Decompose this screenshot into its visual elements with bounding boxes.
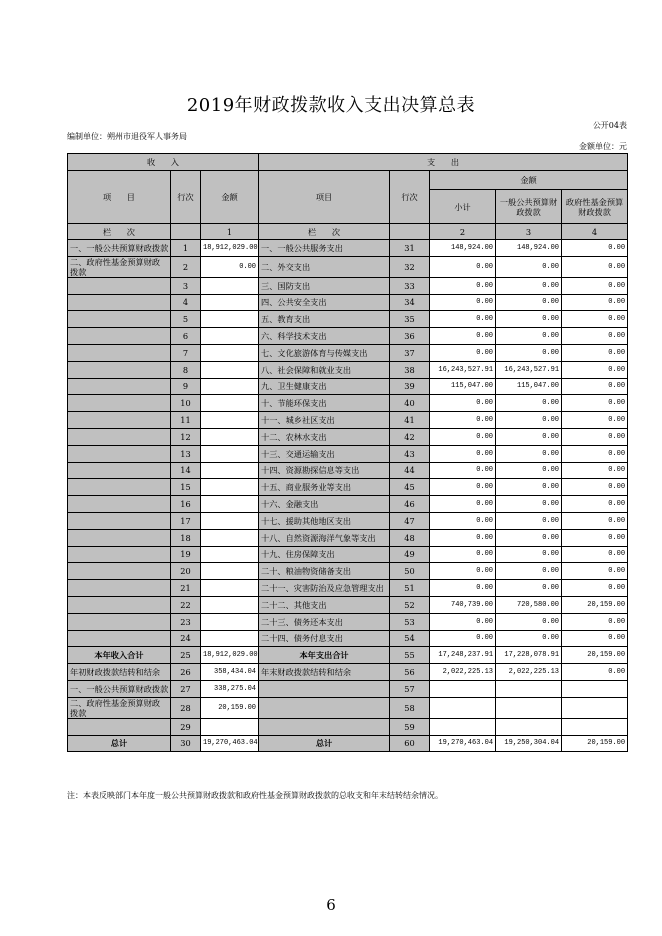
expense-subtotal-cell: 0.00 (430, 256, 496, 277)
expense-subtotal-cell: 0.00 (430, 311, 496, 328)
expense-line-cell: 39 (390, 378, 430, 395)
index-gov-fund: 4 (562, 224, 628, 240)
expense-gov-fund-cell: 20,159.00 (562, 735, 628, 752)
expense-subtotal-cell: 0.00 (430, 395, 496, 412)
income-item-cell (68, 428, 171, 445)
expense-item-cell (259, 680, 390, 697)
expense-line-cell: 46 (390, 496, 430, 513)
expense-line-cell: 35 (390, 311, 430, 328)
income-line-cell: 15 (171, 479, 201, 496)
expense-general-budget-cell: 0.00 (496, 277, 562, 294)
expense-line-cell: 52 (390, 596, 430, 613)
income-line-cell: 27 (171, 680, 201, 697)
expense-gov-fund-cell: 0.00 (562, 428, 628, 445)
income-item-cell (68, 462, 171, 479)
expense-gov-fund-cell: 0.00 (562, 664, 628, 681)
income-line-cell: 7 (171, 344, 201, 361)
table-row (68, 240, 628, 257)
expense-subtotal-cell: 16,243,527.91 (430, 361, 496, 378)
expense-gov-fund-cell: 0.00 (562, 630, 628, 647)
expense-general-budget-cell: 0.00 (496, 311, 562, 328)
expense-gov-fund-cell: 0.00 (562, 361, 628, 378)
expense-gov-fund-cell: 0.00 (562, 512, 628, 529)
income-item-cell (68, 613, 171, 630)
table-row (68, 580, 628, 597)
index-label-income: 栏 次 (68, 224, 171, 240)
income-line-cell: 10 (171, 395, 201, 412)
expense-line-cell: 43 (390, 445, 430, 462)
income-item-cell (68, 718, 171, 735)
income-item-cell: 一、一般公共预算财政拨款 (68, 680, 171, 697)
expense-gov-fund-cell: 0.00 (562, 546, 628, 563)
expense-gov-fund-cell: 0.00 (562, 256, 628, 277)
table-row (68, 680, 628, 697)
income-item-cell (68, 378, 171, 395)
expense-general-budget-cell: 0.00 (496, 479, 562, 496)
income-amount-cell: 19,270,463.04 (201, 735, 259, 752)
expense-item-cell: 二十四、债务付息支出 (259, 630, 390, 647)
expense-line-cell: 40 (390, 395, 430, 412)
expense-item-cell: 十一、城乡社区支出 (259, 412, 390, 429)
expense-item-cell: 十八、自然资源海洋气象等支出 (259, 529, 390, 546)
income-line-cell: 20 (171, 563, 201, 580)
expense-subtotal-cell: 0.00 (430, 529, 496, 546)
header-row-index (68, 224, 628, 240)
expense-item-cell: 六、科学技术支出 (259, 328, 390, 345)
expense-subtotal-cell: 0.00 (430, 563, 496, 580)
index-subtotal: 2 (430, 224, 496, 240)
table-row (68, 294, 628, 311)
income-line-cell: 22 (171, 596, 201, 613)
expense-gov-fund-cell: 0.00 (562, 580, 628, 597)
table-row (68, 630, 628, 647)
table-row (68, 596, 628, 613)
expense-general-budget-cell: 0.00 (496, 580, 562, 597)
income-amount-cell (201, 496, 259, 513)
expense-gov-fund-cell: 0.00 (562, 445, 628, 462)
expense-line-cell: 33 (390, 277, 430, 294)
income-amount-cell (201, 580, 259, 597)
income-item-cell (68, 546, 171, 563)
expense-subtotal-cell: 17,248,237.91 (430, 647, 496, 664)
table-row (68, 277, 628, 294)
income-line-cell: 26 (171, 664, 201, 681)
expense-gov-fund-cell: 0.00 (562, 395, 628, 412)
income-amount-cell: 18,912,029.00 (201, 647, 259, 664)
income-amount-cell (201, 630, 259, 647)
index-general-budget: 3 (496, 224, 562, 240)
income-line-cell: 5 (171, 311, 201, 328)
expense-gov-fund-cell: 0.00 (562, 479, 628, 496)
income-amount-cell (201, 546, 259, 563)
income-amount-cell (201, 294, 259, 311)
expense-gov-fund-cell: 20,159.00 (562, 596, 628, 613)
col-subtotal: 小计 (430, 190, 496, 224)
expense-gov-fund-cell: 20,159.00 (562, 647, 628, 664)
table-row (68, 529, 628, 546)
income-amount-cell (201, 378, 259, 395)
income-amount-cell (201, 311, 259, 328)
page-title: 2019年财政拨款收入支出决算总表 (186, 95, 476, 116)
income-amount-cell: 358,434.04 (201, 664, 259, 681)
table-row (68, 563, 628, 580)
expense-item-cell: 二、外交支出 (259, 256, 390, 277)
income-line-cell: 1 (171, 240, 201, 257)
expense-line-cell: 48 (390, 529, 430, 546)
expense-gov-fund-cell: 0.00 (562, 412, 628, 429)
col-expense-line: 行次 (390, 171, 430, 224)
expense-item-cell (259, 718, 390, 735)
expense-item-cell: 二十、粮油物资储备支出 (259, 563, 390, 580)
income-item-cell: 总计 (68, 735, 171, 752)
col-gov-fund: 政府性基金预算财政拨款 (562, 190, 628, 224)
expense-gov-fund-cell: 0.00 (562, 328, 628, 345)
expense-general-budget-cell: 148,924.00 (496, 240, 562, 257)
expense-general-budget-cell: 0.00 (496, 613, 562, 630)
income-item-cell (68, 344, 171, 361)
expense-item-cell: 十九、住房保障支出 (259, 546, 390, 563)
table-row (68, 311, 628, 328)
expense-line-cell: 50 (390, 563, 430, 580)
expense-subtotal-cell: 0.00 (430, 630, 496, 647)
income-line-cell: 30 (171, 735, 201, 752)
expense-general-budget-cell (496, 718, 562, 735)
expense-line-cell: 45 (390, 479, 430, 496)
table-row (68, 613, 628, 630)
expense-subtotal-cell (430, 718, 496, 735)
table-row (68, 718, 628, 735)
expense-gov-fund-cell: 0.00 (562, 462, 628, 479)
expense-gov-fund-cell (562, 680, 628, 697)
expense-section-header: 支 出 (259, 154, 628, 171)
income-line-cell: 18 (171, 529, 201, 546)
expense-subtotal-cell: 0.00 (430, 294, 496, 311)
expense-line-cell: 38 (390, 361, 430, 378)
expense-subtotal-cell: 0.00 (430, 344, 496, 361)
expense-general-budget-cell: 0.00 (496, 563, 562, 580)
expense-subtotal-cell: 0.00 (430, 428, 496, 445)
income-amount-cell (201, 361, 259, 378)
income-line-cell: 16 (171, 496, 201, 513)
expense-item-cell: 二十三、债务还本支出 (259, 613, 390, 630)
expense-item-cell: 八、社会保障和就业支出 (259, 361, 390, 378)
income-line-cell: 17 (171, 512, 201, 529)
table-row (68, 496, 628, 513)
income-line-cell: 24 (171, 630, 201, 647)
income-amount-cell (201, 395, 259, 412)
expense-item-cell: 本年支出合计 (259, 647, 390, 664)
col-income-item: 项 目 (68, 171, 171, 224)
income-item-cell (68, 512, 171, 529)
income-line-cell: 23 (171, 613, 201, 630)
expense-item-cell: 十六、金融支出 (259, 496, 390, 513)
compiling-unit: 编制单位：朔州市退役军人事务局 (67, 132, 187, 141)
income-line-cell: 13 (171, 445, 201, 462)
income-amount-cell (201, 529, 259, 546)
expense-subtotal-cell: 740,739.00 (430, 596, 496, 613)
income-line-cell: 11 (171, 412, 201, 429)
table-row (68, 462, 628, 479)
expense-item-cell: 三、国防支出 (259, 277, 390, 294)
expense-line-cell: 53 (390, 613, 430, 630)
expense-general-budget-cell: 115,047.00 (496, 378, 562, 395)
income-line-cell: 25 (171, 647, 201, 664)
income-item-cell (68, 580, 171, 597)
income-amount-cell (201, 718, 259, 735)
income-line-cell: 12 (171, 428, 201, 445)
expense-item-cell (259, 697, 390, 718)
expense-line-cell: 41 (390, 412, 430, 429)
expense-gov-fund-cell: 0.00 (562, 311, 628, 328)
expense-general-budget-cell: 0.00 (496, 445, 562, 462)
table-row (68, 378, 628, 395)
col-general-budget: 一般公共预算财政拨款 (496, 190, 562, 224)
table-row (68, 546, 628, 563)
expense-item-cell: 九、卫生健康支出 (259, 378, 390, 395)
expense-general-budget-cell: 0.00 (496, 546, 562, 563)
income-line-cell: 28 (171, 697, 201, 718)
table-row (68, 697, 628, 718)
income-amount-cell (201, 412, 259, 429)
table-row (68, 445, 628, 462)
expense-subtotal-cell: 0.00 (430, 496, 496, 513)
income-line-cell: 6 (171, 328, 201, 345)
expense-line-cell: 31 (390, 240, 430, 257)
income-item-cell (68, 529, 171, 546)
col-amount-group: 金额 (430, 171, 628, 190)
expense-gov-fund-cell: 0.00 (562, 529, 628, 546)
income-item-cell (68, 395, 171, 412)
page-number: 6 (326, 896, 336, 914)
index-label-expense: 栏 次 (259, 224, 390, 240)
expense-general-budget-cell: 0.00 (496, 496, 562, 513)
income-item-cell (68, 479, 171, 496)
expense-item-cell: 二十二、其他支出 (259, 596, 390, 613)
expense-general-budget-cell: 2,022,225.13 (496, 664, 562, 681)
table-row-year-total (68, 647, 628, 664)
table-row (68, 256, 628, 277)
currency-unit: 金额单位：元 (579, 142, 627, 151)
expense-general-budget-cell (496, 680, 562, 697)
expense-item-cell: 十五、商业服务业等支出 (259, 479, 390, 496)
col-expense-item: 项目 (259, 171, 390, 224)
expense-general-budget-cell (496, 697, 562, 718)
expense-general-budget-cell: 0.00 (496, 630, 562, 647)
expense-item-cell: 七、文化旅游体育与传媒支出 (259, 344, 390, 361)
table-row (68, 412, 628, 429)
expense-item-cell: 十三、交通运输支出 (259, 445, 390, 462)
expense-subtotal-cell: 0.00 (430, 613, 496, 630)
income-line-cell: 8 (171, 361, 201, 378)
expense-subtotal-cell: 0.00 (430, 328, 496, 345)
expense-item-cell: 四、公共安全支出 (259, 294, 390, 311)
income-amount-cell: 0.00 (201, 256, 259, 277)
expense-line-cell: 49 (390, 546, 430, 563)
expense-subtotal-cell: 115,047.00 (430, 378, 496, 395)
expense-general-budget-cell: 0.00 (496, 395, 562, 412)
expense-line-cell: 51 (390, 580, 430, 597)
income-item-cell (68, 445, 171, 462)
income-amount-cell (201, 445, 259, 462)
income-item-cell (68, 412, 171, 429)
expense-gov-fund-cell: 0.00 (562, 613, 628, 630)
index-income-line (171, 224, 201, 240)
expense-item-cell: 十四、资源勘探信息等支出 (259, 462, 390, 479)
income-amount-cell (201, 479, 259, 496)
expense-gov-fund-cell: 0.00 (562, 378, 628, 395)
expense-item-cell: 五、教育支出 (259, 311, 390, 328)
income-item-cell: 一、一般公共预算财政拨款 (68, 240, 171, 257)
expense-gov-fund-cell: 0.00 (562, 344, 628, 361)
expense-item-cell: 一、一般公共服务支出 (259, 240, 390, 257)
expense-line-cell: 56 (390, 664, 430, 681)
expense-line-cell: 44 (390, 462, 430, 479)
expense-general-budget-cell: 0.00 (496, 462, 562, 479)
expense-line-cell: 60 (390, 735, 430, 752)
index-expense-line (390, 224, 430, 240)
income-section-header: 收 入 (68, 154, 259, 171)
income-amount-cell (201, 428, 259, 445)
expense-line-cell: 37 (390, 344, 430, 361)
form-code: 公开04表 (592, 121, 627, 130)
income-amount-cell (201, 596, 259, 613)
expense-line-cell: 32 (390, 256, 430, 277)
income-item-cell: 二、政府性基金预算财政拨款 (68, 256, 171, 277)
income-amount-cell (201, 462, 259, 479)
table-row (68, 428, 628, 445)
table-row (68, 395, 628, 412)
expense-line-cell: 59 (390, 718, 430, 735)
expense-general-budget-cell: 17,228,078.91 (496, 647, 562, 664)
expense-subtotal-cell: 0.00 (430, 412, 496, 429)
footnote: 注：本表反映部门本年度一般公共预算财政拨款和政府性基金预算财政拨款的总收支和年末结转结余情况。 (67, 791, 443, 800)
expense-general-budget-cell: 0.00 (496, 512, 562, 529)
income-amount-cell (201, 512, 259, 529)
income-line-cell: 9 (171, 378, 201, 395)
expense-subtotal-cell: 0.00 (430, 580, 496, 597)
income-item-cell (68, 596, 171, 613)
table-row (68, 328, 628, 345)
col-income-amount: 金额 (201, 171, 259, 224)
income-item-cell (68, 361, 171, 378)
income-item-cell (68, 630, 171, 647)
income-item-cell (68, 328, 171, 345)
income-line-cell: 21 (171, 580, 201, 597)
expense-general-budget-cell: 0.00 (496, 344, 562, 361)
expense-general-budget-cell: 0.00 (496, 428, 562, 445)
index-income-amount: 1 (201, 224, 259, 240)
table-row (68, 512, 628, 529)
expense-general-budget-cell: 0.00 (496, 529, 562, 546)
expense-gov-fund-cell: 0.00 (562, 496, 628, 513)
expense-line-cell: 34 (390, 294, 430, 311)
income-item-cell: 本年收入合计 (68, 647, 171, 664)
expense-gov-fund-cell (562, 718, 628, 735)
income-amount-cell (201, 344, 259, 361)
expense-subtotal-cell (430, 680, 496, 697)
income-line-cell: 2 (171, 256, 201, 277)
income-amount-cell (201, 277, 259, 294)
expense-gov-fund-cell: 0.00 (562, 277, 628, 294)
expense-line-cell: 58 (390, 697, 430, 718)
income-amount-cell: 18,912,029.00 (201, 240, 259, 257)
expense-item-cell: 总计 (259, 735, 390, 752)
income-amount-cell: 20,159.00 (201, 697, 259, 718)
income-amount-cell (201, 563, 259, 580)
income-item-cell (68, 311, 171, 328)
expense-general-budget-cell: 0.00 (496, 294, 562, 311)
income-amount-cell (201, 613, 259, 630)
expense-subtotal-cell (430, 697, 496, 718)
expense-subtotal-cell: 0.00 (430, 277, 496, 294)
income-line-cell: 29 (171, 718, 201, 735)
income-line-cell: 4 (171, 294, 201, 311)
col-income-line: 行次 (171, 171, 201, 224)
expense-line-cell: 57 (390, 680, 430, 697)
expense-subtotal-cell: 0.00 (430, 479, 496, 496)
expense-item-cell: 十七、援助其他地区支出 (259, 512, 390, 529)
income-item-cell (68, 294, 171, 311)
expense-gov-fund-cell: 0.00 (562, 294, 628, 311)
income-line-cell: 3 (171, 277, 201, 294)
budget-summary-table (67, 153, 628, 752)
expense-subtotal-cell: 2,022,225.13 (430, 664, 496, 681)
expense-gov-fund-cell: 0.00 (562, 240, 628, 257)
header-row-sections (68, 154, 628, 171)
income-amount-cell (201, 328, 259, 345)
table-row (68, 479, 628, 496)
expense-general-budget-cell: 720,580.00 (496, 596, 562, 613)
expense-line-cell: 47 (390, 512, 430, 529)
table-row (68, 664, 628, 681)
income-item-cell (68, 563, 171, 580)
expense-general-budget-cell: 0.00 (496, 412, 562, 429)
expense-subtotal-cell: 0.00 (430, 512, 496, 529)
table-row-grand-total (68, 735, 628, 752)
header-row-columns (68, 171, 628, 190)
income-amount-cell: 338,275.04 (201, 680, 259, 697)
expense-subtotal-cell: 0.00 (430, 462, 496, 479)
expense-line-cell: 42 (390, 428, 430, 445)
expense-item-cell: 十、节能环保支出 (259, 395, 390, 412)
expense-gov-fund-cell (562, 697, 628, 718)
income-item-cell: 二、政府性基金预算财政拨款 (68, 697, 171, 718)
expense-line-cell: 36 (390, 328, 430, 345)
expense-subtotal-cell: 0.00 (430, 546, 496, 563)
table-row (68, 361, 628, 378)
income-item-cell (68, 277, 171, 294)
expense-item-cell: 年末财政拨款结转和结余 (259, 664, 390, 681)
expense-subtotal-cell: 0.00 (430, 445, 496, 462)
income-line-cell: 19 (171, 546, 201, 563)
expense-item-cell: 二十一、灾害防治及应急管理支出 (259, 580, 390, 597)
table-row (68, 344, 628, 361)
expense-general-budget-cell: 16,243,527.91 (496, 361, 562, 378)
expense-line-cell: 55 (390, 647, 430, 664)
income-item-cell (68, 496, 171, 513)
expense-subtotal-cell: 19,270,463.04 (430, 735, 496, 752)
expense-item-cell: 十二、农林水支出 (259, 428, 390, 445)
expense-subtotal-cell: 148,924.00 (430, 240, 496, 257)
expense-general-budget-cell: 0.00 (496, 328, 562, 345)
income-item-cell: 年初财政拨款结转和结余 (68, 664, 171, 681)
income-line-cell: 14 (171, 462, 201, 479)
expense-gov-fund-cell: 0.00 (562, 563, 628, 580)
expense-general-budget-cell: 19,250,304.04 (496, 735, 562, 752)
expense-general-budget-cell: 0.00 (496, 256, 562, 277)
expense-line-cell: 54 (390, 630, 430, 647)
